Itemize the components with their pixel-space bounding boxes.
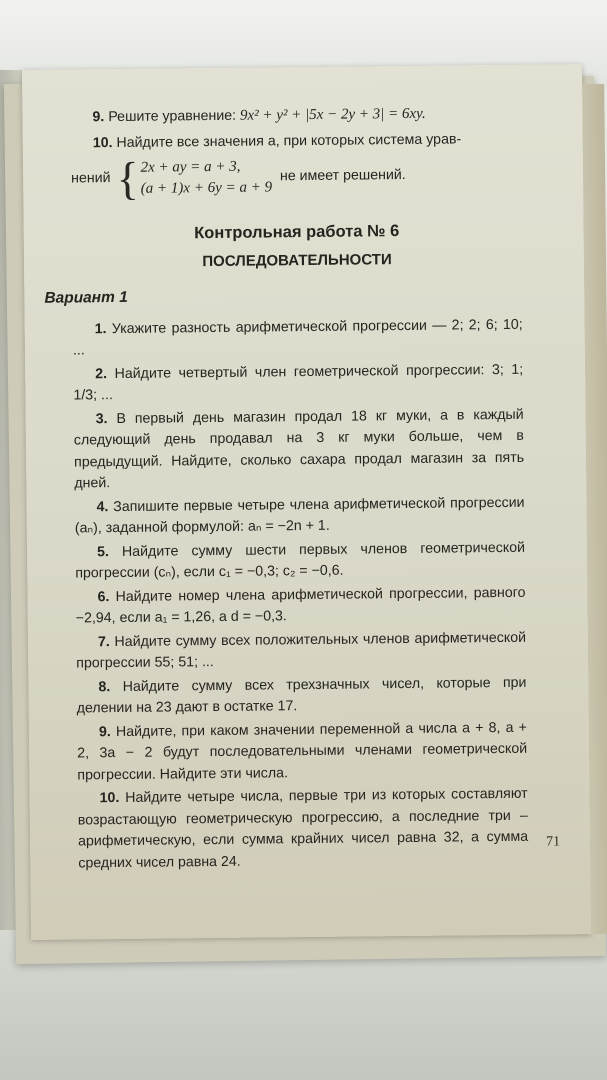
task-number: 9. xyxy=(98,723,111,740)
task-number: 3. xyxy=(95,410,108,427)
task-text: Найдите сумму шести первых членов геометрической прогрессии (cₙ), если c₁ = −0,3; c₂ = −0,6. xyxy=(75,539,526,582)
task-number: 9. xyxy=(92,109,105,126)
equation: 9x² + y² + |5x − 2y + 3| = 6xy. xyxy=(239,105,426,124)
task-item xyxy=(78,784,529,875)
task-item xyxy=(74,404,525,495)
header-task-9 xyxy=(70,103,520,129)
task-text: Найдите четвертый член геометрической прогрессии: 3; 1; 1/3; ... xyxy=(73,361,524,404)
task-text: Решите уравнение: xyxy=(108,107,241,126)
task-list xyxy=(73,314,529,874)
equation-system xyxy=(71,152,521,203)
task-item xyxy=(73,359,523,407)
task-text: Найдите сумму всех трехзначных чисел, которые при делении на 23 дают в остатке 17. xyxy=(76,674,527,717)
task-number: 10. xyxy=(99,790,120,807)
task-number: 6. xyxy=(97,588,110,605)
task-item xyxy=(76,627,526,675)
header-task-10 xyxy=(71,128,521,154)
task-item xyxy=(75,582,525,630)
task-text: Найдите сумму всех положительных членов арифметической прогрессии 55; 51; ... xyxy=(76,629,527,672)
task-item xyxy=(76,672,526,720)
variant-heading: Вариант 1 xyxy=(44,288,128,307)
task-text: В первый день магазин продал 18 кг муки, а в каждый следующий день продавал на 3 кг муки больше, чем в предыдущий. Найдите, сколько сахара продал магазин за пять дней. xyxy=(73,406,525,492)
work-title: Контрольная работа № 6 xyxy=(194,222,400,243)
task-number: 2. xyxy=(95,365,108,382)
system-suffix: не имеет решений. xyxy=(279,167,406,185)
system-line-1: 2x + ay = a + 3, xyxy=(140,158,241,176)
task-text: Укажите разность арифметической прогрессии — 2; 2; 6; 10; ... xyxy=(72,316,523,359)
system-prefix: нений xyxy=(71,170,111,187)
task-text: Найдите номер члена арифметической прогрессии, равного −2,94, если a₁ = 1,26, а d = −0,3. xyxy=(75,584,526,627)
task-item xyxy=(73,314,523,362)
task-item xyxy=(77,717,528,786)
task-item xyxy=(74,492,524,540)
task-number: 5. xyxy=(96,543,109,560)
task-number: 7. xyxy=(97,633,110,650)
task-text: Найдите четыре числа, первые три из которых составляют возрастающую геометрическую прогрессию, а последние три – арифметическую, если сумма крайних чисел равна 32, а сумма средних чисел равна 24. xyxy=(77,785,529,871)
page-stack-edge xyxy=(582,84,607,934)
work-subtitle: ПОСЛЕДОВАТЕЛЬНОСТИ xyxy=(202,250,392,270)
task-number: 4. xyxy=(96,498,109,515)
task-number: 1. xyxy=(94,320,107,337)
page-content xyxy=(44,103,529,877)
system-lines xyxy=(140,156,272,199)
task-item xyxy=(75,537,525,585)
book-page xyxy=(22,64,591,940)
page-number: 71 xyxy=(546,834,561,850)
task-text: Запишите первые четыре члена арифметической прогрессии (aₙ), заданной формулой: aₙ = −2n + 1. xyxy=(74,494,525,537)
left-brace: { xyxy=(116,152,139,205)
task-text: Найдите все значения a, при которых система урав- xyxy=(116,130,462,151)
task-number: 10. xyxy=(92,134,113,151)
system-line-2: (a + 1)x + 6y = a + 9 xyxy=(140,179,273,197)
task-text: Найдите, при каком значении переменной a числа a + 8, a + 2, 3a − 2 будут последовательными членами геометрической прогрессии. Найдите эти числа. xyxy=(77,719,528,783)
task-number: 8. xyxy=(98,678,111,695)
